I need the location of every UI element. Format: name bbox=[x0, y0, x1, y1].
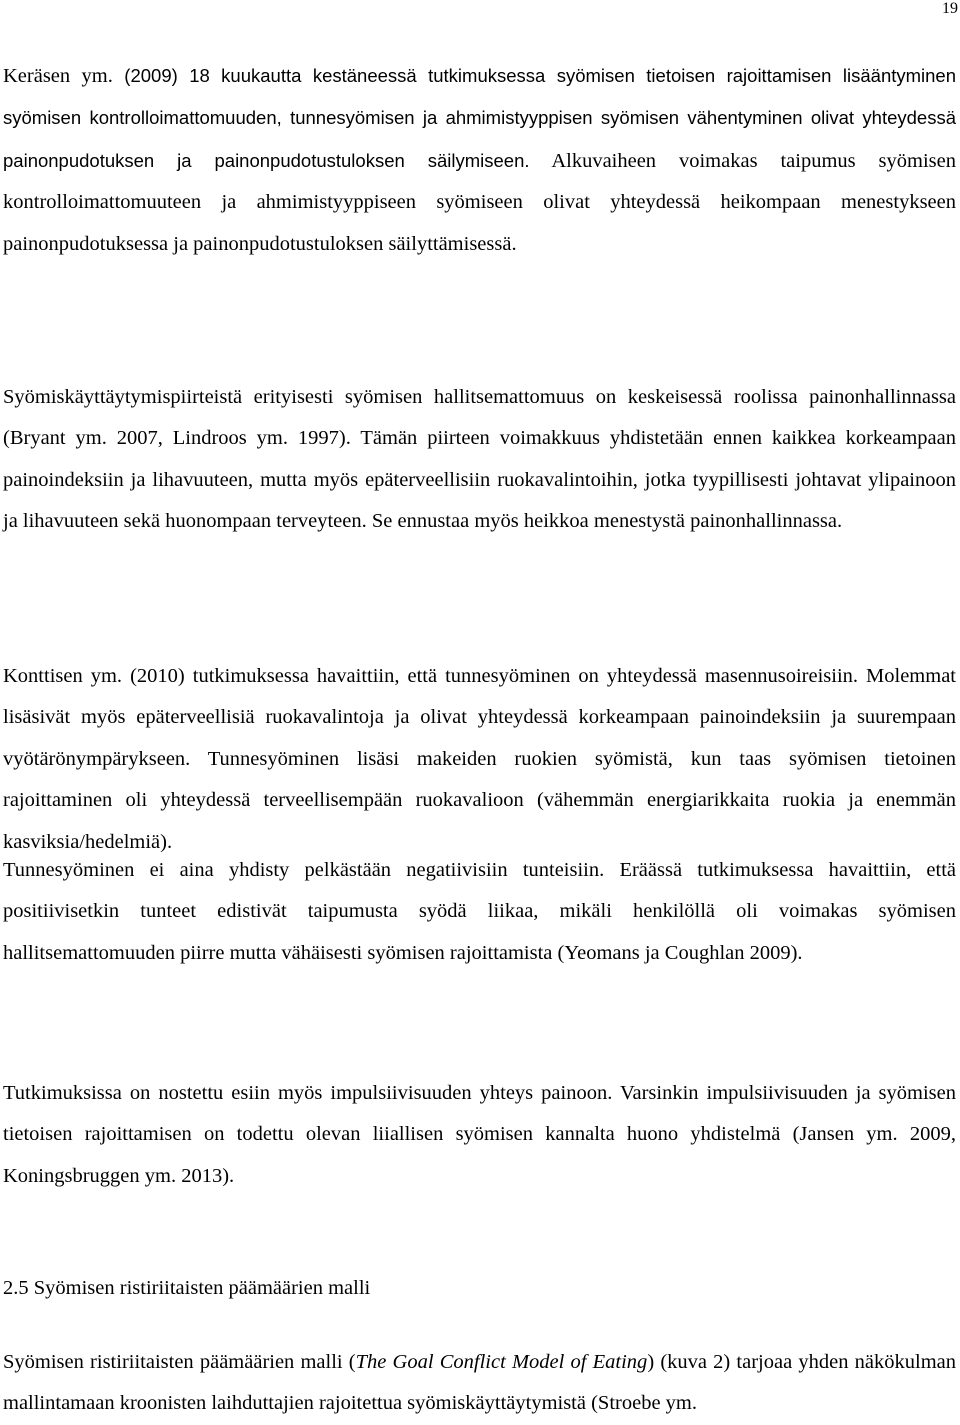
paragraph-impulsiivisuus: Tutkimuksissa on nostettu esiin myös impulsiivisuuden yhteys painoon. Varsinkin impulsiivisuuden ja syömisen tietoisen rajoittamisen on todettu olevan liiallisen syömisen kannalta huono yhdistelmä (Jansen ym. 2009, Koningsbruggen ym. 2013). bbox=[3, 1082, 956, 1187]
paragraph-goal-conflict-tail: ) (kuva 2) tarjoaa yhden näkökulman mallintamaan kroonisten laihduttajien rajoitettua syömiskäyttäytymistä (Stroebe ym. bbox=[3, 1351, 956, 1415]
paragraph-keranen-tail: Alkuvaiheen voimakas taipumus syömisen kontrolloimattomuuteen ja ahmimistyyppiseen syömiseen olivat yhteydessä heikompaan menestykseen painonpudotuksessa ja painonpudotustuloksen säilyttämisessä. bbox=[3, 149, 956, 255]
paragraph-goal-conflict-italic: The Goal Conflict Model of Eating bbox=[355, 1351, 648, 1373]
paragraph-goal-conflict-model bbox=[3, 1342, 956, 1425]
paragraph-goal-conflict-lead: Syömisen ristiriitaisten päämäärien malli ( bbox=[3, 1351, 356, 1373]
paragraph-tunnesyominen: Tunnesyöminen ei aina yhdisty pelkästään negatiivisiin tunteisiin. Eräässä tutkimuksessa havaittiin, että positiivisetkin tunteet edistivät taipumusta syödä liikaa, mikäli henkilöllä oli voimakas syömisen hallitsemattomuuden piirre mutta vähäisesti syömisen rajoittamista (Yeomans ja Coughlan 2009). bbox=[3, 859, 956, 964]
section-heading: 2.5 Syömisen ristiriitaisten päämäärien malli bbox=[3, 1277, 371, 1299]
paragraph-keranen bbox=[3, 55, 956, 265]
paragraph-syomiskayttaytymispiirteet: Syömiskäyttäytymispiirteistä erityisesti syömisen hallitsemattomuus on keskeisessä roolissa painonhallinnassa (Bryant ym. 2007, Lindroos ym. 1997). Tämän piirteen voimakkuus yhdistetään ennen kaikkea korkeampaan painoindeksiin ja lihavuuteen, mutta myös epäterveellisiin ruokavalintoihin, jotka tyypillisesti johtavat ylipainoon ja lihavuuteen sekä huonompaan terveyteen. Se ennustaa myös heikkoa menestystä painonhallinnassa. bbox=[3, 386, 956, 533]
paragraph-konttinen: Konttisen ym. (2010) tutkimuksessa havaittiin, että tunnesyöminen on yhteydessä masennusoireisiin. Molemmat lisäsivät myös epäterveellisiä ruokavalintoja ja olivat yhteydessä korkeampaan painoindeksiin ja suurempaan vyötärönympärykseen. Tunnesyöminen lisäsi makeiden ruokien syömistä, kun taas syömisen tietoinen rajoittaminen oli yhteydessä terveellisempään ruokavalioon (vähemmän energiarikkaita ruokia ja enemmän kasviksia/hedelmiä). bbox=[3, 665, 956, 853]
paragraph-keranen-sans: (2009) 18 kuukautta kestäneessä tutkimuksessa syömisen tietoisen rajoittamisen lisääntyminen syömisen kontrolloimattomuuden, tunnesyömisen ja ahmimistyyppisen syömisen vähentyminen olivat yhteydessä painonpudotuksen ja painonpudotustuloksen säilymiseen. bbox=[3, 65, 957, 171]
paragraph-keranen-lead: Keräsen ym. bbox=[3, 65, 113, 87]
page-number: 19 bbox=[942, 0, 958, 17]
